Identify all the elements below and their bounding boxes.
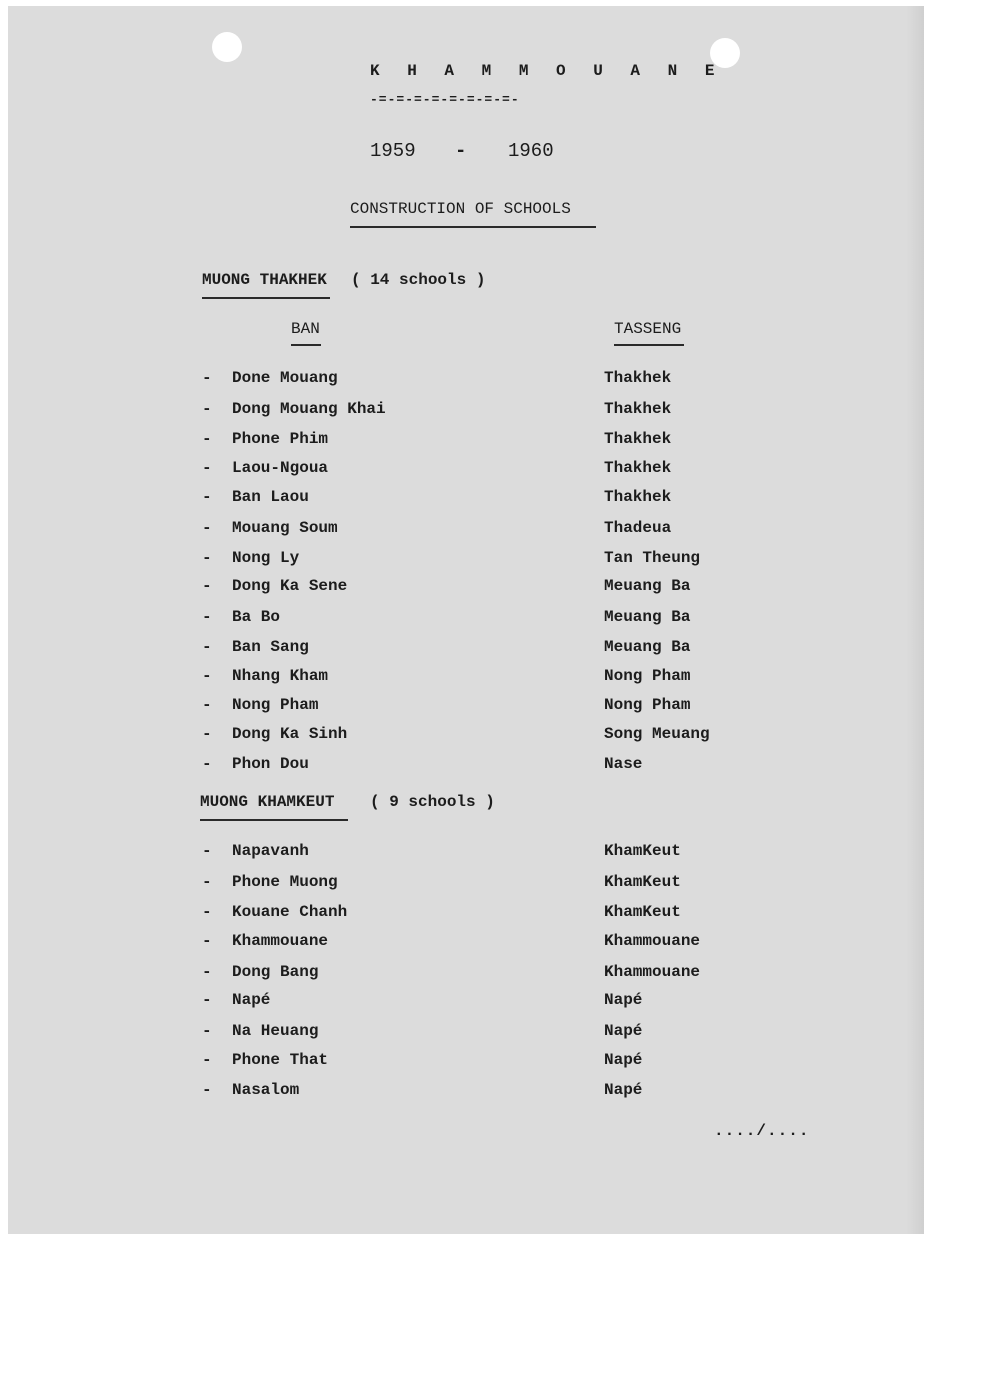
tasseng-name: Tan Theung: [604, 549, 701, 567]
tasseng-name: KhamKeut: [604, 903, 681, 921]
tasseng-name: Song Meuang: [604, 725, 710, 743]
ban-name: Mouang Soum: [232, 519, 338, 537]
list-item: [8, 991, 924, 1013]
ban-name: Napé: [232, 991, 271, 1009]
ban-name: Dong Bang: [232, 963, 319, 981]
list-item: [8, 963, 924, 985]
tasseng-name: KhamKeut: [604, 873, 681, 891]
list-item: [8, 873, 924, 895]
list-bullet-dash: -: [202, 638, 212, 656]
ban-name: Laou-Ngoua: [232, 459, 329, 477]
list-item: [8, 519, 924, 541]
tasseng-name: KhamKeut: [604, 842, 681, 860]
list-bullet-dash: -: [202, 1051, 212, 1069]
list-bullet-dash: -: [202, 932, 212, 950]
ban-name: Ban Sang: [232, 638, 309, 656]
tasseng-name: Thakhek: [604, 488, 672, 506]
list-bullet-dash: -: [202, 963, 212, 981]
list-item: [8, 549, 924, 571]
list-bullet-dash: -: [202, 1022, 212, 1040]
tasseng-name: Meuang Ba: [604, 638, 691, 656]
ban-name: Phone Phim: [232, 430, 329, 448]
ban-name: Ban Laou: [232, 488, 309, 506]
ban-name: Phon Dou: [232, 755, 309, 773]
ban-name: Phone Muong: [232, 873, 338, 891]
list-item: [8, 932, 924, 954]
ban-name: Ba Bo: [232, 608, 281, 626]
tasseng-name: Nong Pham: [604, 667, 691, 685]
list-item: [8, 725, 924, 747]
tasseng-name: Khammouane: [604, 963, 701, 981]
section1-count: ( 14 schools ): [351, 271, 486, 289]
list-bullet-dash: -: [202, 400, 212, 418]
tasseng-name: Nong Pham: [604, 696, 691, 714]
list-item: [8, 430, 924, 452]
year-start: 1959: [370, 140, 416, 162]
tasseng-name: Napé: [604, 1051, 643, 1069]
ban-name: Nong Pham: [232, 696, 319, 714]
list-item: [8, 459, 924, 481]
list-item: [8, 1051, 924, 1073]
list-bullet-dash: -: [202, 1081, 212, 1099]
year-separator: -: [455, 140, 467, 162]
tasseng-name: Napé: [604, 991, 643, 1009]
tasseng-name: Thadeua: [604, 519, 672, 537]
list-bullet-dash: -: [202, 903, 212, 921]
ban-name: Nasalom: [232, 1081, 300, 1099]
list-bullet-dash: -: [202, 667, 212, 685]
tasseng-name: Napé: [604, 1022, 643, 1040]
list-item: [8, 755, 924, 777]
ban-name: Done Mouang: [232, 369, 338, 387]
list-bullet-dash: -: [202, 873, 212, 891]
tasseng-name: Napé: [604, 1081, 643, 1099]
tasseng-name: Thakhek: [604, 369, 672, 387]
ban-name: Dong Mouang Khai: [232, 400, 386, 418]
list-item: [8, 1081, 924, 1103]
tasseng-name: Thakhek: [604, 459, 672, 477]
tasseng-name: Thakhek: [604, 430, 672, 448]
continued-marker: ..../....: [714, 1122, 810, 1140]
year-end: 1960: [508, 140, 554, 162]
list-bullet-dash: -: [202, 696, 212, 714]
list-bullet-dash: -: [202, 608, 212, 626]
list-item: [8, 842, 924, 864]
ban-name: Dong Ka Sene: [232, 577, 348, 595]
list-bullet-dash: -: [202, 369, 212, 387]
tasseng-name: Thakhek: [604, 400, 672, 418]
ban-name: Napavanh: [232, 842, 309, 860]
list-bullet-dash: -: [202, 755, 212, 773]
ban-name: Phone That: [232, 1051, 329, 1069]
list-bullet-dash: -: [202, 577, 212, 595]
list-item: [8, 369, 924, 391]
ban-name: Kouane Chanh: [232, 903, 348, 921]
subject-title: CONSTRUCTION OF SCHOOLS: [350, 200, 596, 228]
column-header-tasseng: TASSENG: [614, 320, 684, 346]
tasseng-name: Meuang Ba: [604, 608, 691, 626]
ban-name: Nong Ly: [232, 549, 300, 567]
column-header-ban: BAN: [291, 320, 321, 346]
list-item: [8, 903, 924, 925]
list-bullet-dash: -: [202, 430, 212, 448]
tasseng-name: Nase: [604, 755, 643, 773]
list-item: [8, 667, 924, 689]
ban-name: Na Heuang: [232, 1022, 319, 1040]
ban-name: Nhang Kham: [232, 667, 329, 685]
list-item: [8, 696, 924, 718]
document-page: [8, 6, 924, 1234]
list-bullet-dash: -: [202, 842, 212, 860]
list-item: [8, 638, 924, 660]
list-item: [8, 400, 924, 422]
ban-name: Dong Ka Sinh: [232, 725, 348, 743]
section1-title: MUONG THAKHEK: [202, 271, 330, 299]
list-item: [8, 1022, 924, 1044]
list-bullet-dash: -: [202, 991, 212, 1009]
list-bullet-dash: -: [202, 519, 212, 537]
list-bullet-dash: -: [202, 459, 212, 477]
list-item: [8, 577, 924, 599]
section2-count: ( 9 schools ): [370, 793, 495, 811]
list-item: [8, 488, 924, 510]
list-bullet-dash: -: [202, 725, 212, 743]
tasseng-name: Khammouane: [604, 932, 701, 950]
tasseng-name: Meuang Ba: [604, 577, 691, 595]
list-bullet-dash: -: [202, 488, 212, 506]
list-bullet-dash: -: [202, 549, 212, 567]
section2-title: MUONG KHAMKEUT: [200, 793, 348, 821]
list-item: [8, 608, 924, 630]
ban-name: Khammouane: [232, 932, 329, 950]
punch-hole-left: [212, 32, 242, 62]
heading-dash-rule: -=-=-=-=-=-=-=-=-: [370, 92, 520, 107]
province-heading: K H A M M O U A N E: [370, 62, 724, 80]
